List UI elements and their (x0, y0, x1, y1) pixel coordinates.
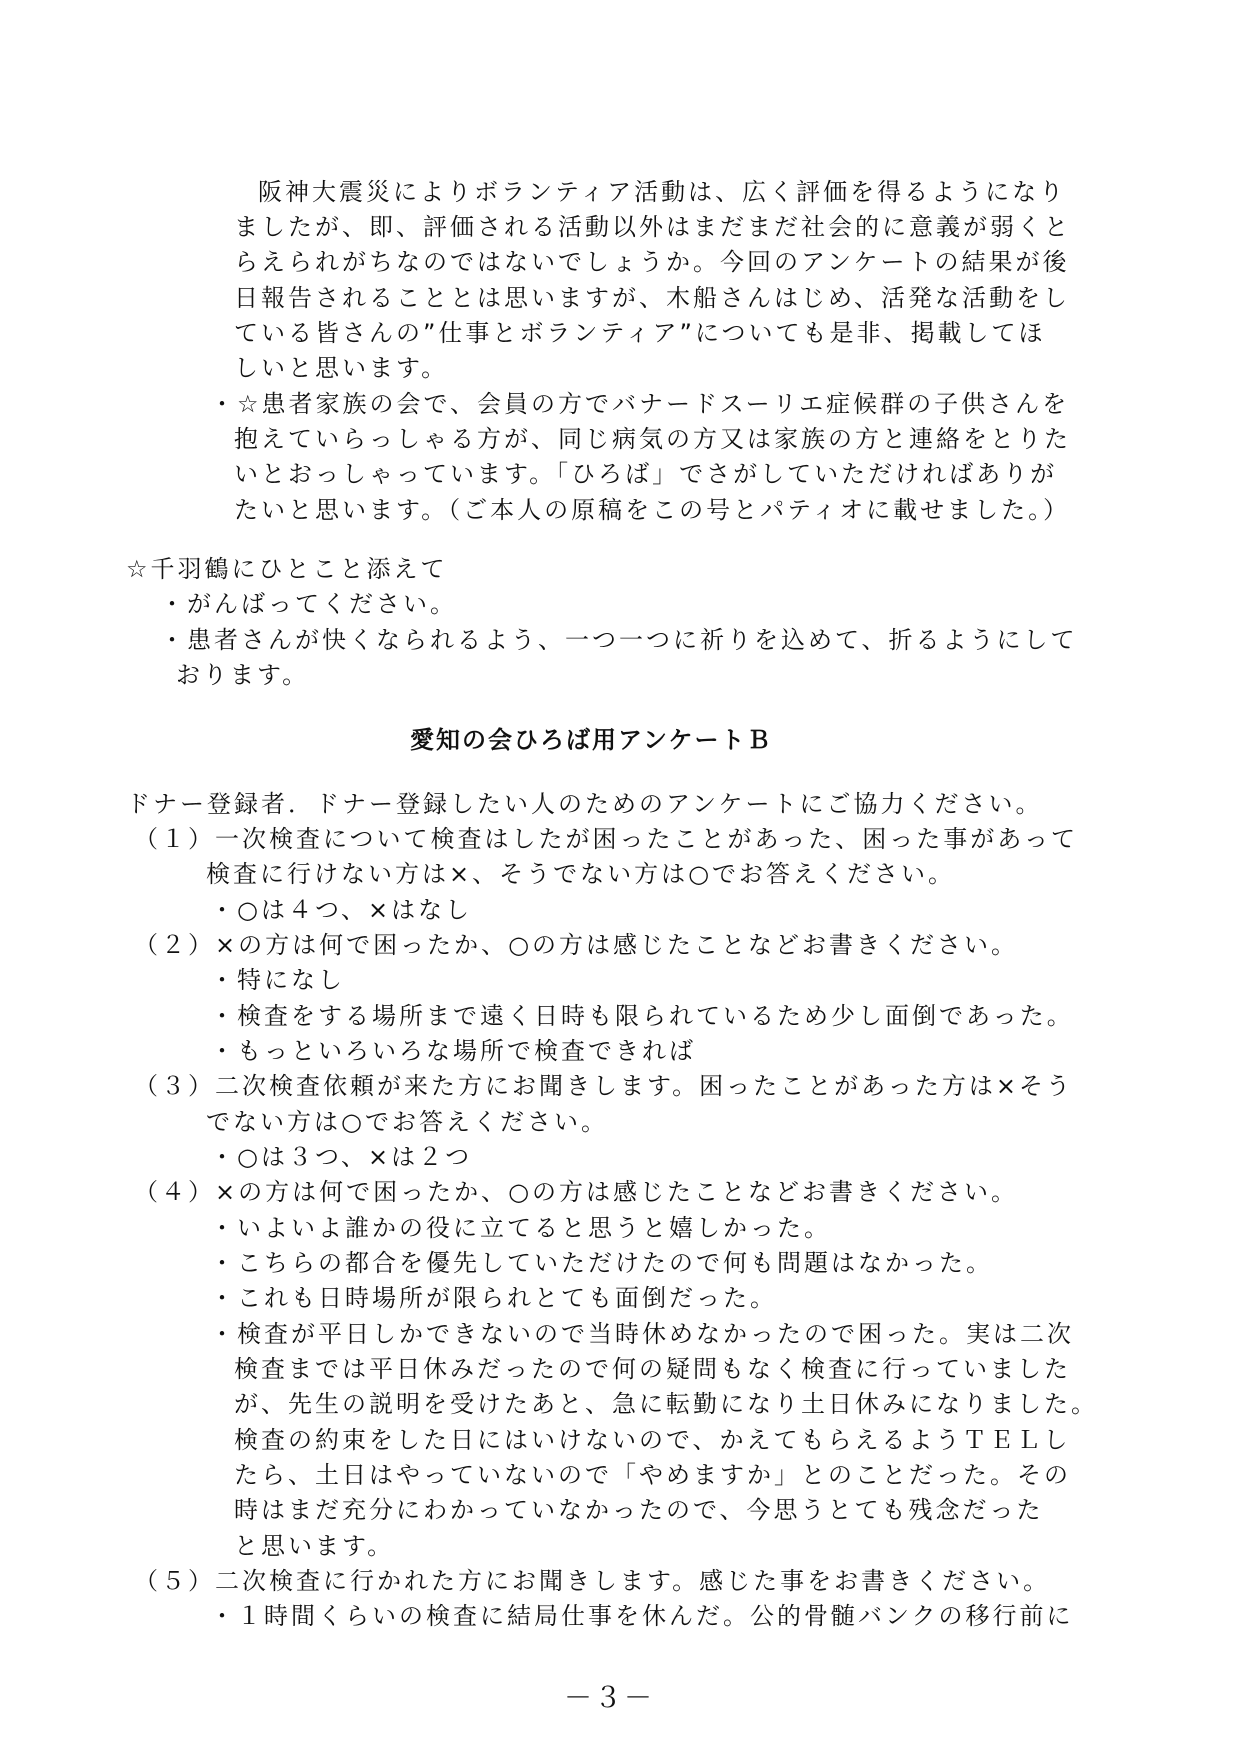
survey-answer: ・○は３つ、×は２つ (210, 1143, 473, 1171)
survey-answer: ・いよいよ誰かの役に立てると思うと嬉しかった。 (210, 1214, 831, 1242)
survey-question: （１）一次検査について検査はしたが困ったことがあった、困った事があって (134, 825, 1079, 853)
survey-answer: ・こちらの都合を優先していただけたので何も問題はなかった。 (210, 1249, 993, 1277)
survey-answer-cont: 検査の約束をした日にはいけないので、かえてもらえるようＴＥＬし (234, 1426, 1071, 1454)
survey-question: （５）二次検査に行かれた方にお聞きします。感じた事をお書きください。 (134, 1567, 1051, 1595)
survey-question: （３）二次検査依頼が来た方にお聞きします。困ったことがあった方は×そう (134, 1072, 1073, 1100)
intro-line: たいと思います。（ご本人の原稿をこの号とパティオに載せました。） (234, 496, 1071, 524)
intro-line: ましたが、即、評価される活動以外はまだまだ社会的に意義が弱くと (234, 213, 1071, 241)
senbazuru-item: ・患者さんが快くなられるよう、一つ一つに祈りを込めて、折るようにして (160, 626, 1078, 654)
survey-answer: ・○は４つ、×はなし (210, 896, 473, 924)
intro-line: ・☆患者家族の会で、会員の方でバナードスーリエ症候群の子供さんを (210, 390, 1070, 418)
survey-question: （２）×の方は何で困ったか、○の方は感じたことなどお書きください。 (134, 931, 1019, 959)
survey-question-cont: 検査に行けない方は×、そうでない方は○でお答えください。 (206, 860, 956, 888)
intro-line: 抱えていらっしゃる方が、同じ病気の方又は家族の方と連絡をとりた (234, 425, 1071, 453)
intro-line: しいと思います。 (234, 354, 449, 382)
survey-answer-cont: が、先生の説明を受けたあと、急に転勤になり土日休みになりました。 (234, 1390, 1098, 1418)
intro-line: いとおっしゃっています。「ひろば」でさがしていただければありが (234, 460, 1058, 488)
survey-answer: ・１時間くらいの検査に結局仕事を休んだ。公的骨髄バンクの移行前に (210, 1602, 1074, 1630)
intro-line: 阪神大震災によりボランティア活動は、広く評価を得るようになり (258, 178, 1067, 206)
survey-lead: ドナー登録者．ドナー登録したい人のためのアンケートにご協力ください。 (126, 790, 1043, 818)
survey-answer: ・特になし (210, 966, 345, 994)
page-number: －３－ (564, 1681, 655, 1714)
survey-answer: ・検査が平日しかできないので当時休めなかったので困った。実は二次 (210, 1320, 1074, 1348)
survey-heading: 愛知の会ひろば用アンケートＢ (410, 726, 773, 754)
survey-answer: ・もっといろいろな場所で検査できれば (210, 1037, 696, 1065)
senbazuru-item: おります。 (176, 661, 310, 689)
intro-line: ている皆さんの”仕事とボランティア”についても是非、掲載してほ (234, 319, 1046, 347)
survey-answer-cont: 検査までは平日休みだったので何の疑問もなく検査に行っていました (234, 1355, 1071, 1383)
survey-answer: ・検査をする場所まで遠く日時も限られているため少し面倒であった。 (210, 1002, 1074, 1030)
intro-line: らえられがちなのではないでしょうか。今回のアンケートの結果が後 (234, 248, 1070, 276)
survey-answer-cont: 時はまだ充分にわかっていなかったので、今思うとても残念だった (234, 1496, 1044, 1524)
survey-question: （４）×の方は何で困ったか、○の方は感じたことなどお書きください。 (134, 1178, 1019, 1206)
survey-answer: ・これも日時場所が限られとても面倒だった。 (210, 1284, 777, 1312)
survey-question-cont: でない方は○でお答えください。 (206, 1108, 608, 1136)
survey-answer-cont: と思います。 (234, 1532, 395, 1560)
senbazuru-title: ☆千羽鶴にひとこと添えて (126, 555, 448, 583)
intro-line: 日報告されることとは思いますが、木船さんはじめ、活発な活動をし (234, 284, 1071, 312)
survey-answer-cont: たら、土日はやっていないので「やめますか」とのことだった。その (234, 1461, 1071, 1489)
senbazuru-item: ・がんばってください。 (160, 590, 457, 618)
